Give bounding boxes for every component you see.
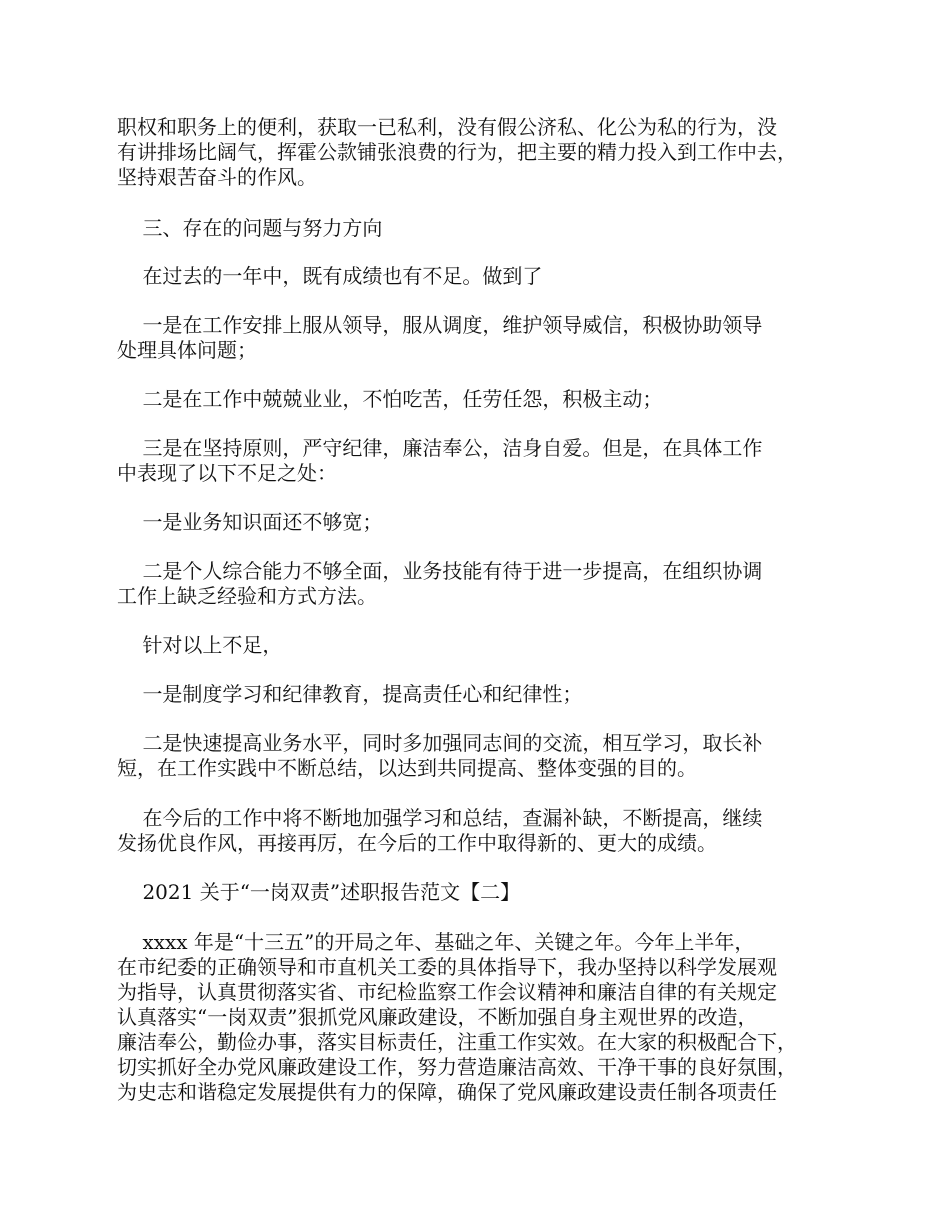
paragraph-12: xxxx 年是“十三五”的开局之年、基础之年、关键之年。今年上半年， 在市纪委的正确领导和市直机关工委的具体指导下，我办坚持以科学发展观 为指导，认真贯彻落实省、市纪检监察工作会议精神和廉洁自律的有关规定 认真落实“一岗双责”狠抓党风廉政建设，不断加强自身主观世界的改造， 廉洁奉公，勤俭办事，落实目标责任，注重工作实效。在大家的积极配合下， 切实抓好全办党风廉政建设工作，努力营造廉洁高效、干净干事的良好氛围， 为史志和谐稳定发展提供有力的保障，确保了党风廉政建设责任制各项责任 — [117, 930, 797, 1104]
paragraph-10: 二是快速提高业务水平，同时多加强同志间的交流，相互学习，取长补 短，在工作实践中不断总结，以达到共同提高、整体变强的目的。 — [117, 731, 763, 780]
paragraph-9: 一是制度学习和纪律教育，提高责任心和纪律性； — [117, 682, 583, 706]
paragraph-5: 三是在坚持原则，严守纪律，廉洁奉公，洁身自爱。但是，在具体工作 中表现了以下不足之处： — [117, 436, 763, 485]
paragraph-8: 针对以上不足， — [117, 633, 283, 657]
paragraph-2: 在过去的一年中，既有成绩也有不足。做到了 — [117, 264, 543, 288]
paragraph-4: 二是在工作中兢兢业业，不怕吃苦，任劳任怨，积极主动； — [117, 387, 663, 411]
section-heading-report-2: 2021 关于“一岗双责”述职报告范文【二】 — [117, 880, 521, 904]
section-heading-3: 三、存在的问题与努力方向 — [117, 216, 383, 240]
paragraph-1: 职权和职务上的便利，获取一已私利，没有假公济私、化公为私的行为，没 有讲排场比阔气，挥霍公款铺张浪费的行为，把主要的精力投入到工作中去， 坚持艰苦奋斗的作风。 — [117, 115, 797, 189]
paragraph-11: 在今后的工作中将不断地加强学习和总结，查漏补缺，不断提高，继续 发扬优良作风，再接再厉，在今后的工作中取得新的、更大的成绩。 — [117, 806, 763, 855]
paragraph-7: 二是个人综合能力不够全面，业务技能有待于进一步提高，在组织协调 工作上缺乏经验和方式方法。 — [117, 559, 763, 608]
paragraph-6: 一是业务知识面还不够宽； — [117, 510, 383, 534]
paragraph-3: 一是在工作安排上服从领导，服从调度，维护领导威信，积极协助领导 处理具体问题； — [117, 313, 763, 362]
